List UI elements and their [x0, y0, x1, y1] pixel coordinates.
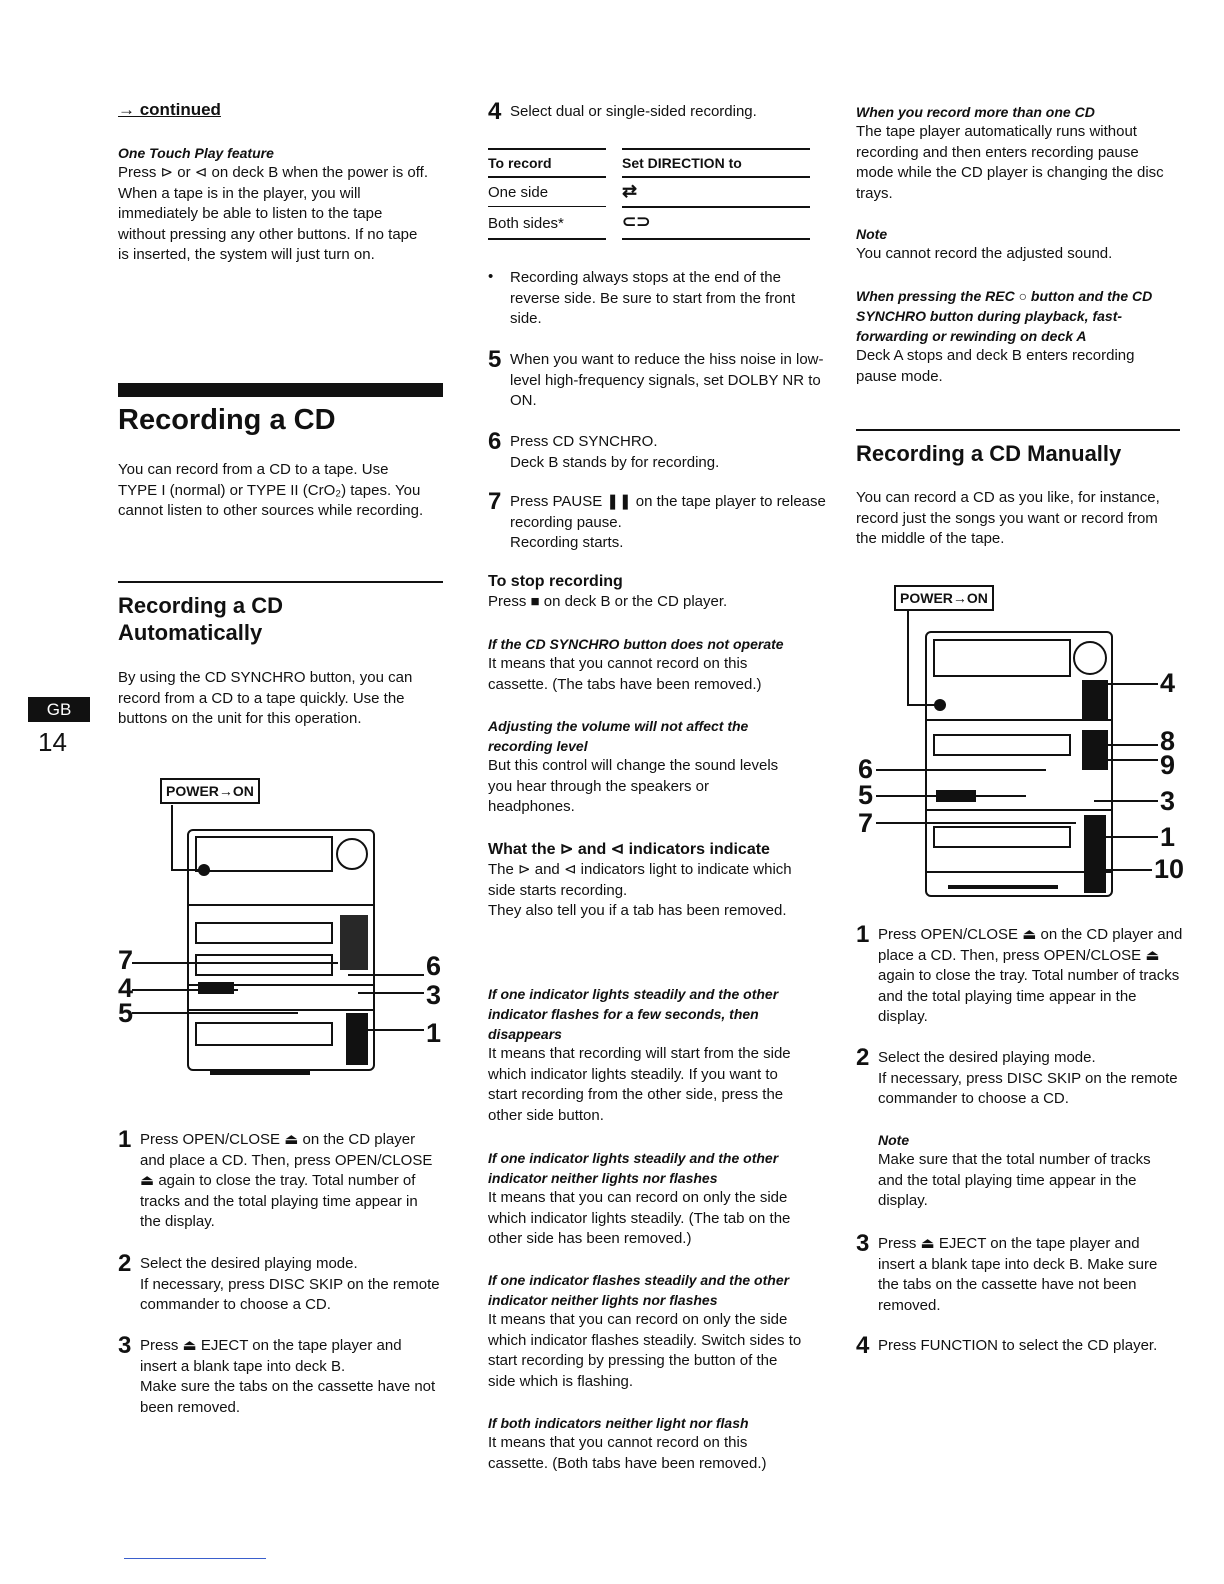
- manual-intro: You can record a CD as you like, for instance, record just the songs you want or record from the middle of the tape.: [856, 489, 1160, 547]
- auto-step-4: [488, 98, 830, 125]
- auto-title-line1: Recording a CD: [118, 593, 284, 618]
- step-text: Press ⏏ EJECT on the tape player and insert a blank tape into deck B. Make sure the tabs on the cassette have not been removed.: [878, 1235, 1158, 1314]
- step-number: 4: [488, 98, 502, 125]
- power-on-label: POWER→ON: [894, 585, 994, 611]
- troubleshoot-1: [488, 634, 808, 695]
- note-text: Deck A stops and deck B enters recording pause mode.: [856, 347, 1135, 385]
- auto-step-7: [488, 488, 830, 554]
- auto-intro: By using the CD SYNCHRO button, you can record from a CD to a tape quickly. Use the buttons on the unit for this operation.: [118, 669, 413, 727]
- auto-step-3: [118, 1332, 440, 1418]
- troubleshoot-2: [488, 716, 793, 818]
- note-text: The tape player automatically runs without recording and then enters recording pause mode while the CD player is changing the disc trays.: [856, 123, 1164, 202]
- step-text: Recording starts.: [510, 534, 624, 551]
- troubleshoot-heading: Adjusting the volume will not affect the recording level: [488, 718, 749, 754]
- note-heading: When pressing the REC ○ button and the CD SYNCHRO button during playback, fast-forwarding or rewinding on deck A: [856, 288, 1153, 344]
- table-row-both-sides: Both sides*: [488, 215, 564, 232]
- case-heading: If one indicator lights steadily and the other indicator neither lights nor flashes: [488, 1150, 779, 1186]
- bullet-note: [488, 268, 815, 330]
- step-text: Press FUNCTION to select the CD player.: [878, 1337, 1158, 1354]
- step-number: 2: [856, 1044, 870, 1071]
- table-row-one-side: One side: [488, 184, 549, 201]
- step-text: Press ⏏ EJECT on the tape player and insert a blank tape into deck B.: [140, 1337, 402, 1375]
- callout-6: 6: [426, 951, 442, 981]
- section-bar: [118, 383, 443, 397]
- power-on-label: POWER→ON: [160, 778, 260, 804]
- auto-step-5: [488, 346, 830, 412]
- step-text: Select the desired playing mode.: [878, 1049, 1096, 1066]
- step-number: 1: [856, 921, 870, 948]
- manual-step-4: [856, 1332, 1178, 1359]
- callout-10: 10: [1154, 854, 1185, 884]
- stop-heading: To stop recording: [488, 573, 623, 590]
- step-text: If necessary, press DISC SKIP on the remote commander to choose a CD.: [878, 1069, 1178, 1107]
- note-1: [856, 224, 1176, 265]
- device-diagram-1: [118, 775, 448, 1075]
- unit-drawing: [856, 580, 1186, 910]
- note-text: Make sure that the total number of tracks and the total playing time appear in the display.: [878, 1151, 1151, 1209]
- bullet-icon: •: [488, 268, 494, 285]
- auto-step-6: [488, 428, 830, 473]
- case-heading: If one indicator lights steadily and the other indicator flashes for a few seconds, then disappears: [488, 986, 779, 1042]
- callout-8: 8: [1160, 726, 1176, 756]
- device-diagram-2: [856, 580, 1186, 910]
- step-text: Select dual or single-sided recording.: [510, 103, 757, 120]
- note-2: [878, 1130, 1158, 1212]
- intro-text: You can record from a CD to a tape. Use TYPE I (normal) or TYPE II (CrO₂) tapes. You cannot listen to other sources while recording.: [118, 461, 424, 519]
- table-header-record: To record: [488, 155, 552, 171]
- note-heading: Note: [856, 226, 888, 242]
- stop-text: Press ■ on deck B or the CD player.: [488, 593, 728, 610]
- footer-rule: [124, 1558, 266, 1559]
- auto-step-2: [118, 1250, 440, 1316]
- multi-cd-note: [856, 102, 1176, 204]
- auto-title: [118, 592, 283, 646]
- note-heading: Note: [878, 1132, 910, 1148]
- otp-text-2: When a tape is in the player, you will immediately be able to listen to the tape without pressing any other buttons. If no tape is inserted, the system will just turn on.: [118, 184, 418, 263]
- step-number: 3: [118, 1332, 132, 1359]
- direction-loop-icon: ⊂⊃: [622, 212, 651, 231]
- indicator-text: The ⊳ and ⊲ indicators light to indicate which side starts recording.: [488, 861, 792, 899]
- indicator-section: [488, 840, 798, 922]
- step-number: 1: [118, 1126, 132, 1153]
- case-text: It means that you can record on only the side which indicator lights steadily. (The tab on the other side has been removed.): [488, 1189, 791, 1247]
- otp-text-1: Press ⊳ or ⊲ on deck B when the power is off.: [118, 164, 429, 181]
- step-number: 3: [856, 1230, 870, 1257]
- indicator-text: They also tell you if a tab has been removed.: [488, 902, 787, 919]
- auto-step-1: [118, 1126, 440, 1233]
- note-text: You cannot record the adjusted sound.: [856, 245, 1113, 262]
- case-text: It means that you can record on only the side which indicator flashes steadily. Switch sides to start recording by pressing the button of the side which is flashing.: [488, 1311, 802, 1390]
- callout-7: 7: [858, 808, 874, 838]
- note-heading: When you record more than one CD: [856, 104, 1095, 120]
- callout-9: 9: [1160, 750, 1176, 780]
- step-text: Press PAUSE ❚❚ on the tape player to release recording pause.: [510, 493, 826, 531]
- manual-title: Recording a CD Manually: [856, 441, 1122, 466]
- page-title: Recording a CD: [118, 404, 336, 436]
- step-number: 2: [118, 1250, 132, 1277]
- callout-4: 4: [1160, 668, 1176, 698]
- step-text: If necessary, press DISC SKIP on the remote commander to choose a CD.: [140, 1275, 440, 1313]
- case-heading: If both indicators neither light nor flash: [488, 1415, 749, 1431]
- indicator-case-4: [488, 1413, 808, 1474]
- step-text: When you want to reduce the hiss noise in low-level high-frequency signals, set DOLBY NR to ON.: [510, 351, 824, 409]
- step-text: Press CD SYNCHRO.: [510, 433, 658, 450]
- step-number: 4: [856, 1332, 870, 1359]
- step-text: Deck B stands by for recording.: [510, 453, 720, 471]
- step-number: 7: [488, 488, 502, 515]
- divider: [856, 429, 1180, 431]
- indicator-case-3: [488, 1270, 808, 1392]
- case-text: It means that recording will start from the side which indicator lights steadily. If you want to start recording from the other side, press the other side button.: [488, 1045, 791, 1124]
- callout-7: 7: [118, 945, 134, 975]
- callout-6: 6: [858, 754, 874, 784]
- otp-heading: One Touch Play feature: [118, 145, 274, 161]
- unit-drawing: [118, 775, 448, 1075]
- step-text: Press OPEN/CLOSE ⏏ on the CD player and place a CD. Then, press OPEN/CLOSE ⏏ again to close the tray. Total number of tracks and the total playing time appear in the display.: [878, 926, 1183, 1025]
- indicator-case-1: [488, 984, 808, 1126]
- callout-4: 4: [118, 973, 134, 1003]
- manual-step-3: [856, 1230, 1178, 1316]
- indicator-heading: What the ⊳ and ⊲ indicators indicate: [488, 841, 770, 858]
- stop-recording-section: [488, 572, 808, 613]
- page-side-badge: GB: [28, 697, 90, 722]
- callout-1: 1: [426, 1018, 442, 1048]
- callout-3: 3: [426, 980, 442, 1010]
- step-text: Press OPEN/CLOSE ⏏ on the CD player and place a CD. Then, press OPEN/CLOSE ⏏ again to close the tray. Total number of tracks and the total playing time appear in the display.: [140, 1131, 433, 1230]
- callout-5: 5: [118, 998, 134, 1028]
- step-text: Select the desired playing mode.: [140, 1255, 358, 1272]
- table-header-direction: Set DIRECTION to: [622, 155, 742, 171]
- auto-title-line2: Automatically: [118, 620, 263, 645]
- manual-step-2: [856, 1044, 1178, 1110]
- troubleshoot-text: It means that you cannot record on this cassette. (The tabs have been removed.): [488, 655, 762, 693]
- divider: [118, 581, 443, 583]
- step-number: 5: [488, 346, 502, 373]
- indicator-case-2: [488, 1148, 808, 1250]
- step-number: 6: [488, 428, 502, 455]
- bullet-text: Recording always stops at the end of the reverse side. Be sure to start from the front side.: [510, 269, 796, 327]
- rec-button-note: [856, 286, 1176, 387]
- page-number: 14: [38, 727, 67, 757]
- callout-1: 1: [1160, 822, 1176, 852]
- callout-3: 3: [1160, 786, 1176, 816]
- callout-5: 5: [858, 780, 874, 810]
- manual-step-1: [856, 921, 1188, 1028]
- troubleshoot-heading: If the CD SYNCHRO button does not operate: [488, 636, 784, 652]
- direction-one-way-icon: ⇄: [622, 181, 638, 201]
- step-text: Make sure the tabs on the cassette have not been removed.: [140, 1378, 436, 1416]
- continued-label: → continued: [118, 100, 221, 119]
- case-text: It means that you cannot record on this cassette. (Both tabs have been removed.): [488, 1434, 767, 1472]
- case-heading: If one indicator flashes steadily and the other indicator neither lights nor flashes: [488, 1272, 790, 1308]
- troubleshoot-text: But this control will change the sound levels you hear through the speakers or headphones.: [488, 757, 779, 815]
